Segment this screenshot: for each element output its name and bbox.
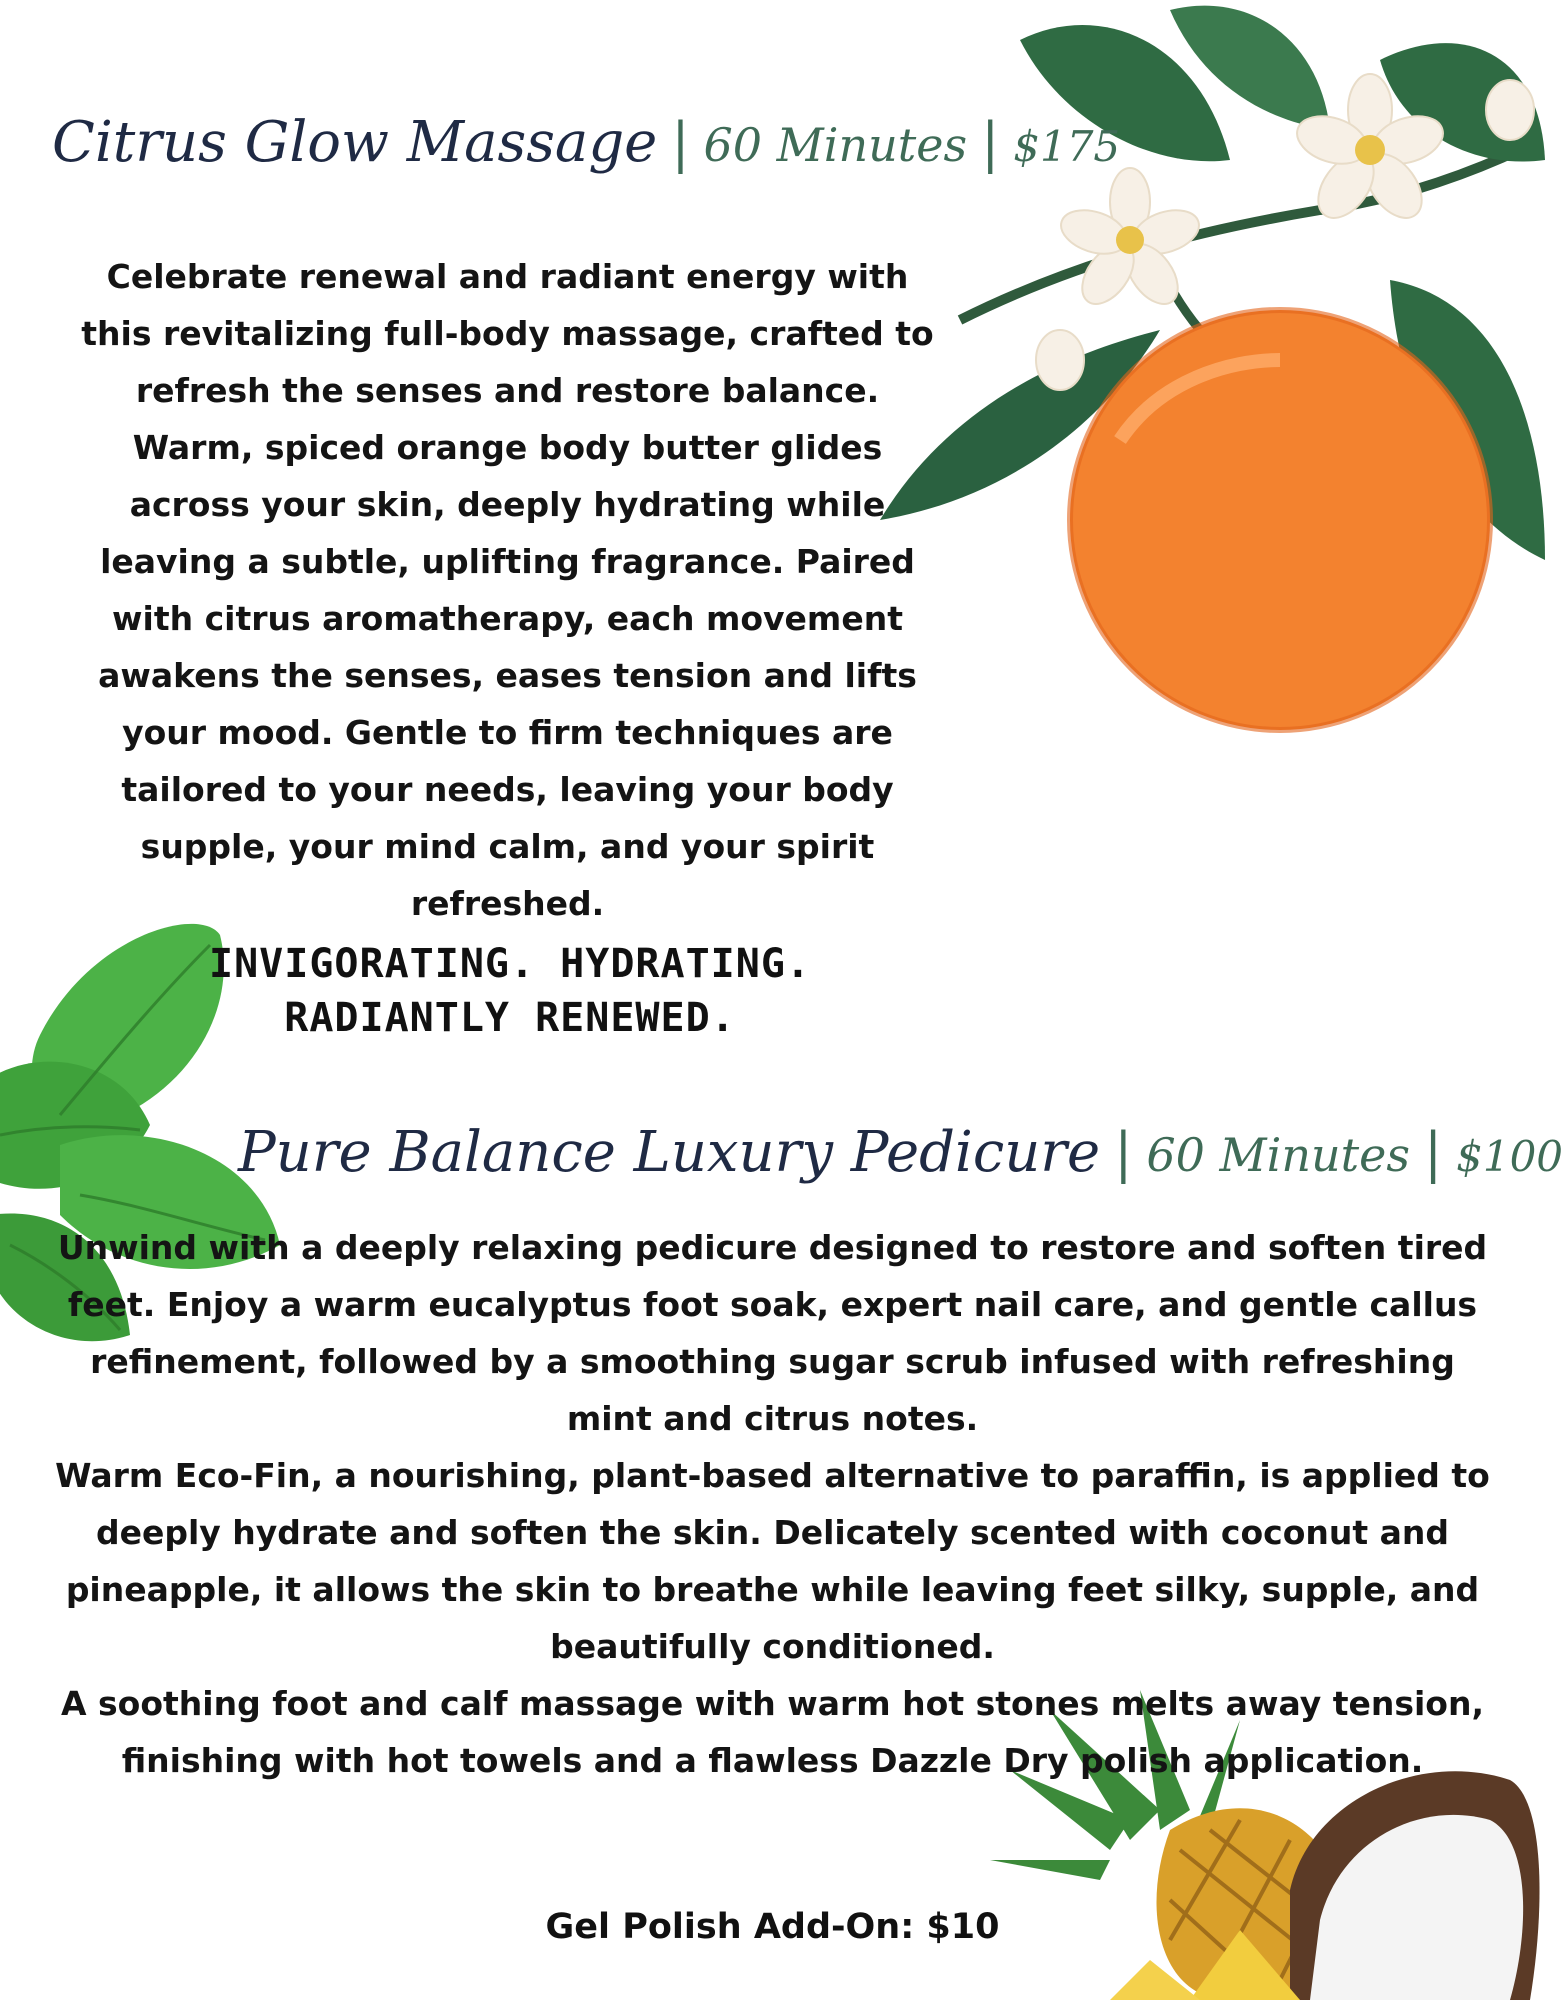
title-separator: |: [671, 111, 690, 174]
pedicure-title: [238, 1120, 1563, 1185]
tagline-line-1: INVIGORATING. HYDRATING.: [209, 941, 811, 987]
massage-description: [80, 248, 935, 932]
pedicure-duration: 60 Minutes: [1146, 1128, 1410, 1182]
pedicure-paragraph-2: Warm Eco-Fin, a nourishing, plant-based alternative to paraffin, is applied to deeply hydrate and soften the skin. Delicately scented with coconut and pineapple, it allows the skin to breathe while leaving feet silky, supple, and beautifully conditioned.: [55, 1456, 1490, 1666]
massage-title: [52, 110, 1120, 175]
massage-description-text: Celebrate renewal and radiant energy with this revitalizing full-body massage, crafted to refresh the senses and restore balance. Warm, spiced orange body butter glides across your skin, deeply hydrating while leaving a subtle, uplifting fragrance. Paired with citrus aromatherapy, each movement awakens the senses, eases tension and lifts your mood. Gentle to firm techniques are tailored to your needs, leaving your body supple, your mind calm, and your spirit refreshed.: [81, 257, 934, 923]
tagline-line-2: RADIANTLY RENEWED.: [284, 995, 736, 1041]
title-separator: |: [1114, 1121, 1133, 1184]
gel-polish-addon: Gel Polish Add-On: $10: [545, 1907, 1000, 1947]
pedicure-description: [45, 1219, 1500, 1789]
pedicure-paragraph-3: A soothing foot and calf massage with warm hot stones melts away tension, finishing with hot towels and a flawless Dazzle Dry polish application.: [61, 1684, 1484, 1780]
massage-tagline: [180, 937, 840, 1045]
title-separator: |: [1423, 1121, 1443, 1184]
pedicure-paragraph-1: Unwind with a deeply relaxing pedicure designed to restore and soften tired feet. Enjoy a warm eucalyptus foot soak, expert nail care, and gentle callus refinement, followed by a smoothing sugar scrub infused with refreshing mint and citrus notes.: [57, 1228, 1488, 1438]
massage-name: Citrus Glow Massage: [52, 110, 658, 175]
pedicure-name: Pure Balance Luxury Pedicure: [238, 1120, 1101, 1185]
massage-duration: 60 Minutes: [703, 118, 968, 172]
title-separator: |: [981, 111, 1000, 174]
pedicure-price: $100: [1456, 1132, 1563, 1181]
massage-price: $175: [1013, 122, 1121, 171]
